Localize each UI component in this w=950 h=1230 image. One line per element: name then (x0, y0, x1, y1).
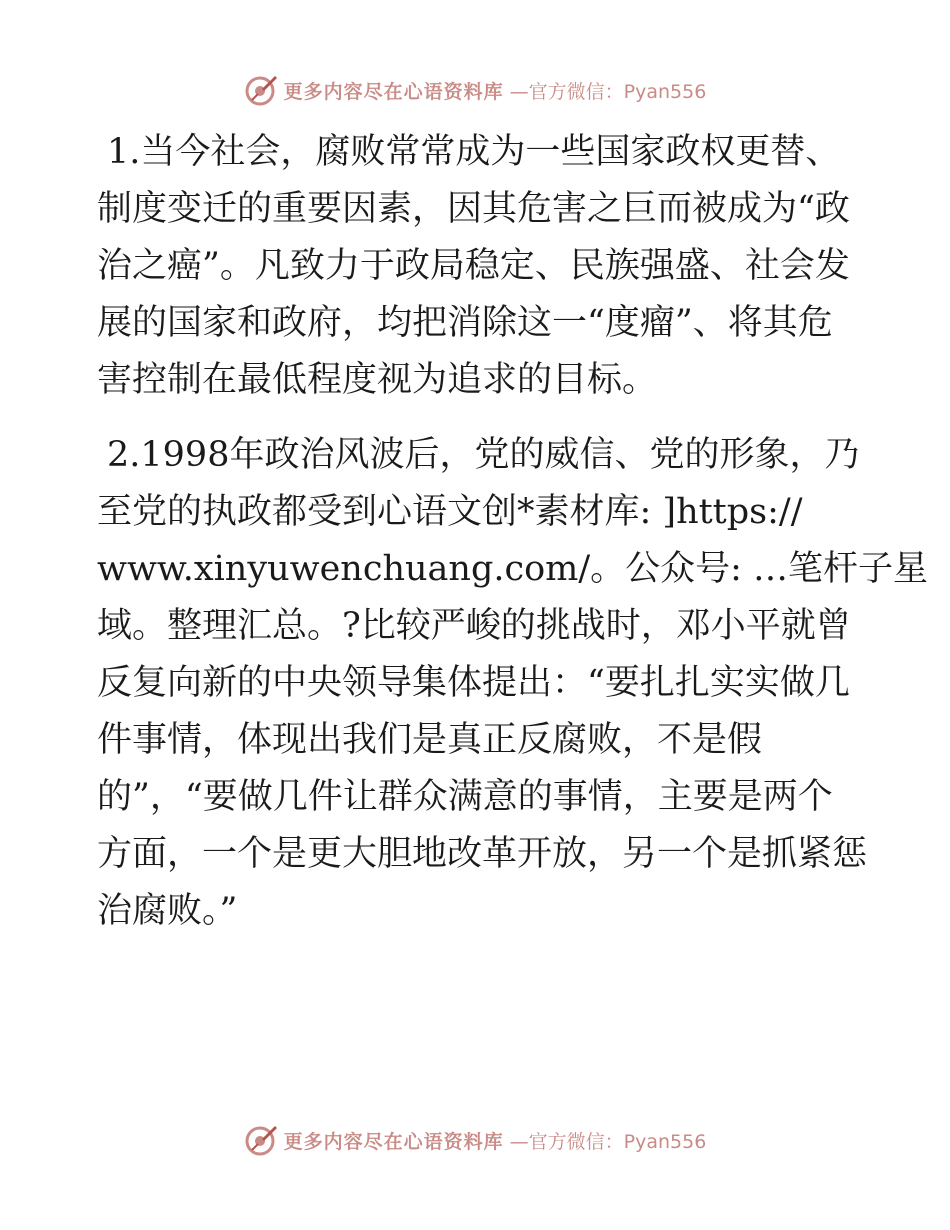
paragraph-line: 展的国家和政府，均把消除这一“度瘤”、将其危 (97, 303, 833, 343)
paragraph-line: 2.1998年政治风波后，党的威信、党的形象，乃 (107, 435, 860, 475)
banner-wechat: —官方微信：Pyan556 (509, 1130, 707, 1153)
document-body (97, 124, 929, 958)
paragraph-2 (97, 427, 929, 940)
paragraph-line: 害控制在最低程度视为追求的目标。 (97, 360, 658, 400)
paragraph-line: 的”，“要做几件让群众满意的事情，主要是两个 (97, 777, 833, 817)
banner-wechat: —官方微信：Pyan556 (509, 80, 707, 103)
footer-banner (0, 1120, 950, 1160)
paragraph-line: 制度变迁的重要因素，因其危害之巨而被成为“政 (97, 189, 850, 229)
paragraph-line: 方面，一个是更大胆地改革开放，另一个是抓紧惩 (97, 834, 868, 874)
banner-title: 更多内容尽在心语资料库 (283, 1130, 504, 1153)
paragraph-line: 至党的执政都受到心语文创*素材库: ]https:// (97, 492, 803, 532)
paragraph-1 (97, 124, 857, 409)
paragraph-line: 治之癌”。凡致力于政局稳定、民族强盛、社会发 (97, 246, 850, 286)
paragraph-line: 反复向新的中央领导集体提出：“要扎扎实实做几 (97, 663, 850, 703)
paragraph-line: www.xinyuwenchuang.com/。公众号: …笔杆子星 (97, 549, 929, 589)
paragraph-line: 域。整理汇总。?比较严峻的挑战时，邓小平就曾 (97, 606, 851, 646)
logo-icon (244, 73, 278, 107)
paragraph-line: 1.当今社会，腐败常常成为一些国家政权更替、 (107, 132, 841, 172)
header-banner (0, 70, 950, 110)
banner-title: 更多内容尽在心语资料库 (283, 80, 504, 103)
paragraph-line: 治腐败。” (97, 891, 238, 931)
paragraph-line: 件事情，体现出我们是真正反腐败，不是假 (97, 720, 763, 760)
logo-icon (244, 1123, 278, 1157)
